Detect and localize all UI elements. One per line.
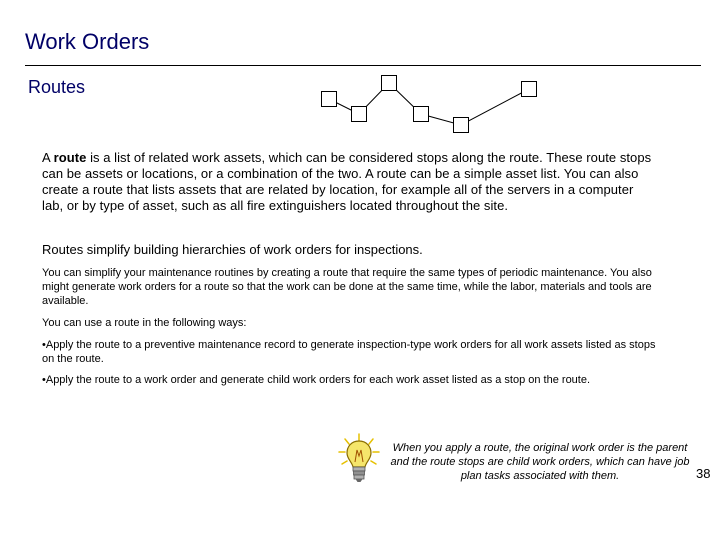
route-stop-2 [352,107,367,122]
usage-bullet-1: •Apply the route to a preventive maintenance record to generate inspection-type work orders for all work assets listed as stops on the route. [42,339,656,365]
page-number: 38 [696,466,711,481]
route-stop-1 [322,92,337,107]
callout-note: When you apply a route, the original work order is the parent and the route stops are child work orders, which can have job plan tasks associated with them. [390,442,690,482]
route-stop-6 [522,82,537,97]
usage-intro-paragraph: You can use a route in the following ways: [42,317,247,329]
route-definition-paragraph: A route is a list of related work assets, which can be considered stops along the route. These route stops can be assets or locations, or a combination of the two. A route can be a simple asset list. You can also create a route that lists assets that are related by location, for example all of the servers in a computer lab, or by type of asset, such as all fire extinguishers located throughout the site. [42,150,652,213]
maintenance-paragraph: You can simplify your maintenance routines by creating a route that require the same types of periodic maintenance. You also might generate work orders for a route so that the work can be done at the same time, while the labor, materials and tools are available. [42,267,652,307]
route-summary-paragraph: Routes simplify building hierarchies of work orders for inspections. [42,242,423,257]
section-subtitle: Routes [28,77,86,97]
route-stop-4 [414,107,429,122]
route-stop-5 [454,118,469,133]
title-divider [25,65,701,66]
route-stop-3 [382,76,397,91]
route-term: route [53,150,87,165]
usage-bullet-2: •Apply the route to a work order and generate child work orders for each work asset listed as a stop on the route. [42,374,591,386]
lightbulb-icon [337,432,381,486]
route-diagram [315,72,545,138]
page-title: Work Orders [25,29,150,54]
